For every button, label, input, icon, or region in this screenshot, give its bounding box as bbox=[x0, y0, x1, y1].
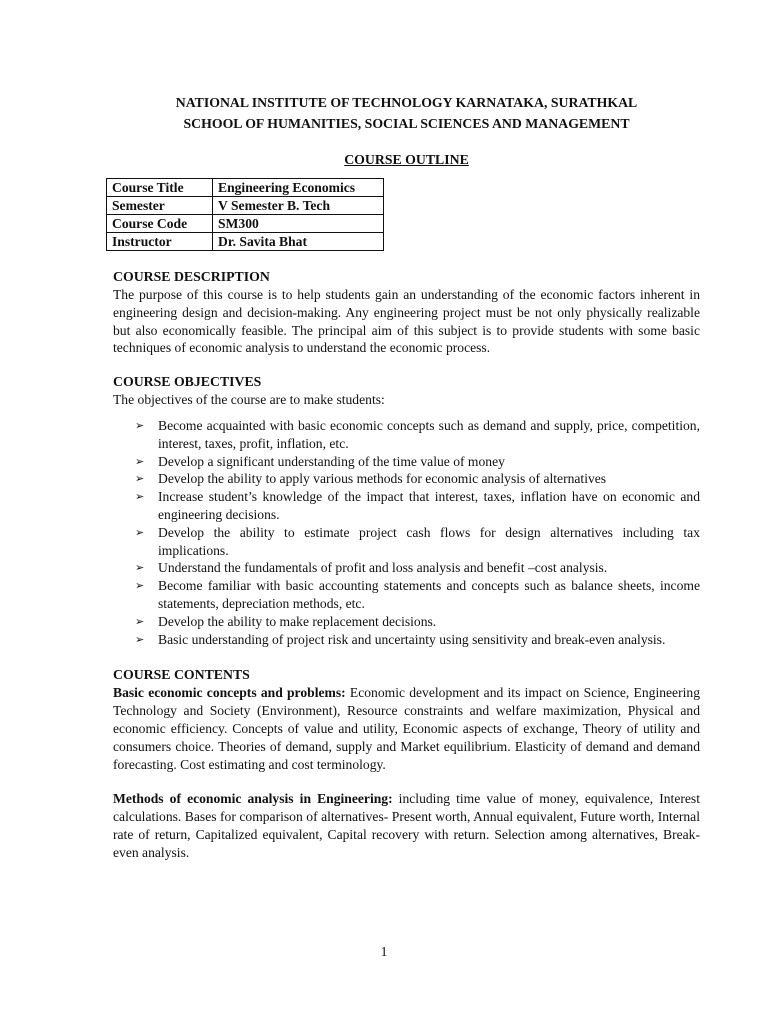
list-item: ➢ Develop the ability to apply various methods for economic analysis of alternatives bbox=[135, 471, 607, 487]
arrow-bullet-icon: ➢ bbox=[135, 454, 145, 468]
course-outline-title: COURSE OUTLINE bbox=[344, 152, 469, 167]
description-text: The purpose of this course is to help students gain an understanding of the economic factors inherent in engineering design and decision-making. Any engineering project must be not only physically realizable but also economically feasible. The principal aim of this subject is to provide students with some basic techniques of economic analysis to understand the economic process. bbox=[113, 287, 700, 356]
list-item: ➢ Increase student’s knowledge of the impact that interest, taxes, inflation have on economic and engineering decisions. bbox=[135, 489, 700, 522]
description-heading: COURSE DESCRIPTION bbox=[113, 269, 270, 284]
info-value: V Semester B. Tech bbox=[213, 197, 384, 215]
list-item: ➢ Understand the fundamentals of profit and loss analysis and benefit –cost analysis. bbox=[135, 560, 608, 576]
objectives-heading: COURSE OBJECTIVES bbox=[113, 374, 262, 390]
course-info-table bbox=[106, 178, 384, 251]
table-row bbox=[107, 215, 384, 233]
info-key: Course Title bbox=[107, 179, 213, 197]
arrow-bullet-icon: ➢ bbox=[135, 632, 145, 646]
contents-block-text: Economic development and its impact on Science, Engineering Technology and Society (Environment), Resource constraints and welfare maximization, Physical and economic efficiency. Concepts of value and utility, Economic aspects of exchange, Theory of utility and consumers choice. Theories of demand, supply and Market equilibrium. Elasticity of demand and demand forecasting. Cost estimating and cost terminology. bbox=[113, 685, 700, 772]
list-item: ➢ Become familiar with basic accounting statements and concepts such as balance sheets, income statements, depreciation methods, etc. bbox=[135, 578, 700, 611]
arrow-bullet-icon: ➢ bbox=[135, 561, 145, 575]
arrow-bullet-icon: ➢ bbox=[135, 614, 145, 628]
table-row bbox=[107, 233, 384, 251]
info-value: Dr. Savita Bhat bbox=[213, 233, 384, 251]
info-key: Course Code bbox=[107, 215, 213, 233]
info-value: Engineering Economics bbox=[213, 179, 384, 197]
contents-block-text: including time value of money, equivalence, Interest calculations. Bases for comparison of alternatives- Present worth, Annual equivalent, Future worth, Internal rate of return, Capitalized equivalent, Capital recovery with return. Selection among alternatives, Break-even analysis. bbox=[113, 791, 700, 860]
arrow-bullet-icon: ➢ bbox=[135, 525, 145, 539]
contents-heading: COURSE CONTENTS bbox=[113, 667, 250, 683]
contents-block-lead: Methods of economic analysis in Engineering: bbox=[113, 791, 393, 807]
arrow-bullet-icon: ➢ bbox=[135, 490, 145, 504]
list-item: ➢ Develop the ability to estimate project cash flows for design alternatives including tax implications. bbox=[135, 524, 700, 558]
contents-block-basic-concepts bbox=[113, 684, 700, 773]
list-item: ➢ Develop a significant understanding of the time value of money bbox=[135, 453, 505, 469]
objectives-intro: The objectives of the course are to make students: bbox=[113, 392, 385, 408]
arrow-bullet-icon: ➢ bbox=[135, 472, 145, 486]
info-key: Instructor bbox=[107, 233, 213, 251]
document-page bbox=[113, 92, 700, 862]
info-value: SM300 bbox=[213, 215, 384, 233]
contents-block-lead: Basic economic concepts and problems: bbox=[113, 685, 346, 701]
contents-block-economic-analysis bbox=[113, 790, 700, 861]
objectives-list bbox=[113, 417, 700, 648]
page-number: 1 bbox=[380, 944, 388, 959]
list-item: ➢ Become acquainted with basic economic concepts such as demand and supply, price, competition, interest, taxes, profit, inflation, etc. bbox=[135, 417, 700, 451]
list-item: ➢ Develop the ability to make replacement decisions. bbox=[135, 613, 437, 629]
table-row bbox=[107, 179, 384, 197]
school-name: SCHOOL OF HUMANITIES, SOCIAL SCIENCES AND MANAGEMENT bbox=[183, 116, 630, 131]
list-item: ➢ Basic understanding of project risk and uncertainty using sensitivity and break-even analysis. bbox=[135, 631, 666, 647]
table-row bbox=[107, 197, 384, 215]
institute-name: NATIONAL INSTITUTE OF TECHNOLOGY KARNATAKA, SURATHKAL bbox=[175, 95, 638, 110]
arrow-bullet-icon: ➢ bbox=[135, 579, 145, 593]
info-key: Semester bbox=[107, 197, 213, 215]
arrow-bullet-icon: ➢ bbox=[135, 418, 145, 432]
